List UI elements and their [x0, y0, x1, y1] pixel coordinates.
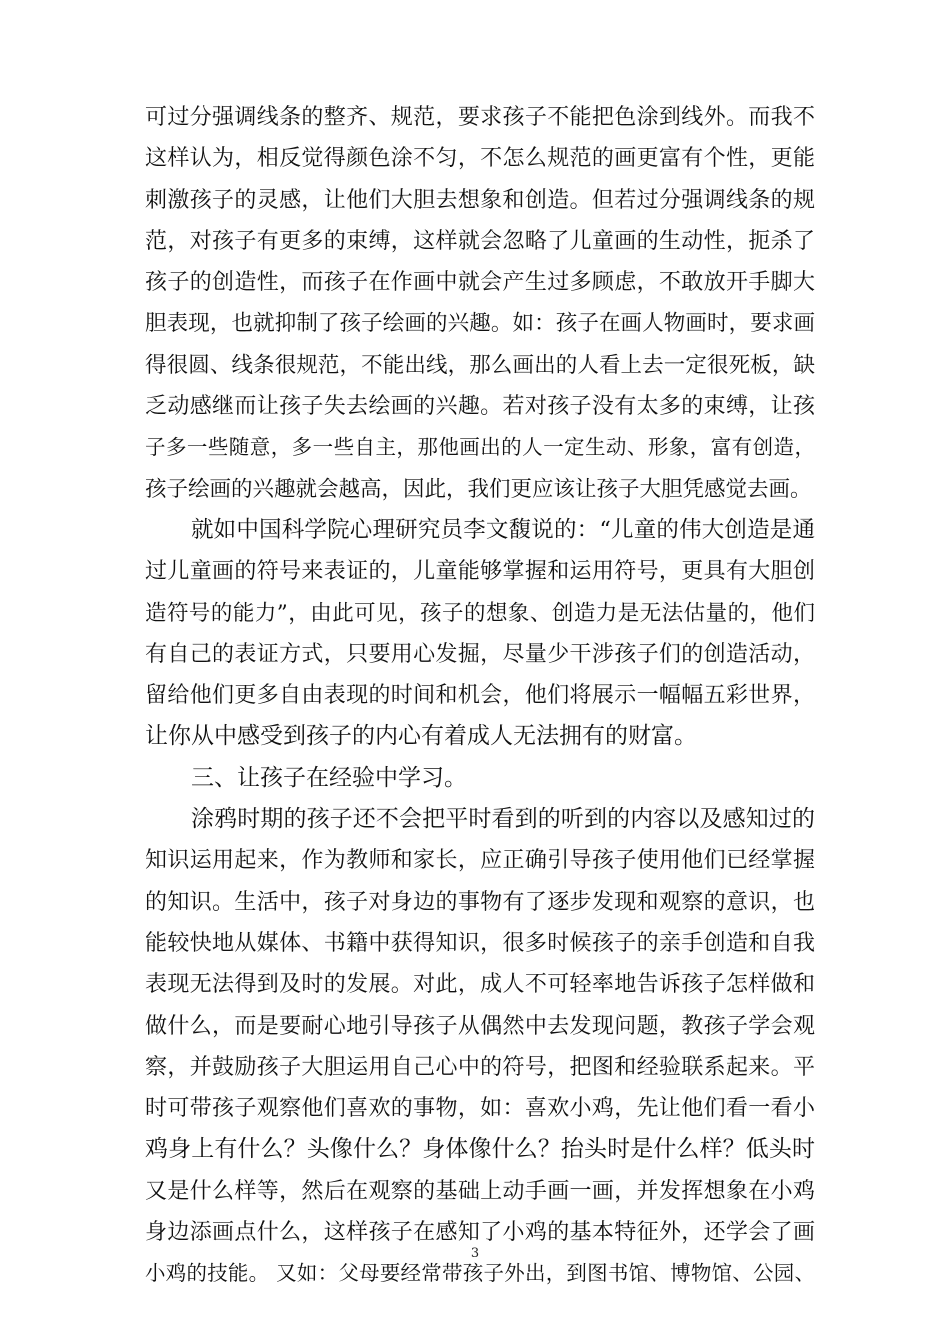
text-line: 胆表现，也就抑制了孩子绘画的兴趣。如：孩子在画人物画时，要求画 [145, 311, 815, 337]
text-line: 鸡身上有什么？头像什么？身体像什么？抬头时是什么样？低头时 [145, 1136, 815, 1163]
text-line: 的知识。生活中，孩子对身边的事物有了逐步发现和观察的意识，也 [145, 889, 815, 915]
text-line: 又是什么样等，然后在观察的基础上动手画一画，并发挥想象在小鸡 [145, 1178, 815, 1204]
text-line: 能较快地从媒体、书籍中获得知识，很多时候孩子的亲手创造和自我 [145, 930, 815, 956]
text-line: 让你从中感受到孩子的内心有着成人无法拥有的财富。 [145, 723, 697, 750]
text-line: 就如中国科学院心理研究员李文馥说的：“儿童的伟大创造是通 [191, 516, 815, 543]
text-line: 造符号的能力”，由此可见，孩子的想象、创造力是无法估量的，他们 [145, 600, 815, 626]
text-line: 得很圆、线条很规范，不能出线，那么画出的人看上去一定很死板，缺 [145, 352, 815, 378]
text-line: 察，并鼓励孩子大胆运用自己心中的符号，把图和经验联系起来。平 [145, 1054, 815, 1080]
text-line: 子多一些随意，多一些自主，那他画出的人一定生动、形象，富有创造， [145, 435, 815, 460]
text-line: 表现无法得到及时的发展。对此，成人不可轻率地告诉孩子怎样做和 [145, 972, 815, 998]
text-line: 范，对孩子有更多的束缚，这样就会忽略了儿童画的生动性，扼杀了 [145, 228, 815, 254]
text-line: 过儿童画的符号来表证的，儿童能够掌握和运用符号，更具有大胆创 [145, 559, 815, 585]
text-line: 孩子的创造性，而孩子在作画中就会产生过多顾虑，不敢放开手脚大 [145, 270, 815, 296]
text-line: 时可带孩子观察他们喜欢的事物，如：喜欢小鸡，先让他们看一看小 [145, 1096, 815, 1122]
text-line: 做什么，而是要耐心地引导孩子从偶然中去发现问题，教孩子学会观 [145, 1013, 815, 1039]
text-line: 这样认为，相反觉得颜色涂不匀，不怎么规范的画更富有个性，更能 [145, 146, 815, 172]
page-number: 3 [470, 1246, 480, 1261]
text-line: 三、让孩子在经验中学习。 [191, 764, 467, 791]
text-line: 孩子绘画的兴趣就会越高，因此，我们更应该让孩子大胆凭感觉去画。 [145, 476, 812, 502]
text-line: 知识运用起来，作为教师和家长，应正确引导孩子使用他们已经掌握 [145, 848, 815, 874]
body-text [145, 97, 815, 1295]
text-line: 刺激孩子的灵感，让他们大胆去想象和创造。但若过分强调线条的规 [145, 187, 815, 213]
text-line: 身边添画点什么，这样孩子在感知了小鸡的基本特征外，还学会了画 [145, 1220, 815, 1246]
text-line: 可过分强调线条的整齐、规范，要求孩子不能把色涂到线外。而我不 [145, 105, 815, 130]
text-line: 乏动感继而让孩子失去绘画的兴趣。若对孩子没有太多的束缚，让孩 [145, 394, 815, 420]
text-line: 留给他们更多自由表现的时间和机会，他们将展示一幅幅五彩世界， [145, 683, 815, 709]
text-line: 小鸡的技能。 又如：父母要经常带孩子外出，到图书馆、博物馆、公园、 [145, 1261, 815, 1286]
text-line: 有自己的表证方式，只要用心发掘，尽量少干涉孩子们的创造活动， [145, 641, 815, 667]
text-line: 涂鸦时期的孩子还不会把平时看到的听到的内容以及感知过的 [191, 806, 815, 833]
